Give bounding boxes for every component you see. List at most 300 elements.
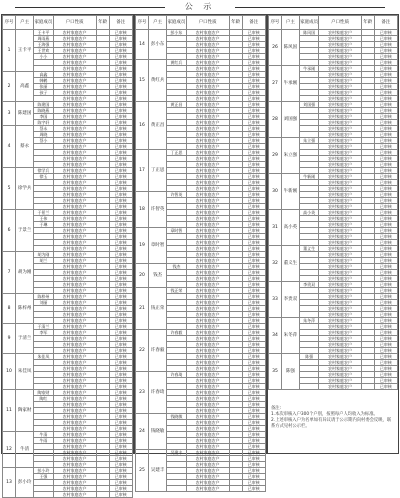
remark-cell: 已审核 [109, 366, 132, 372]
age-cell [96, 492, 109, 498]
remark-cell: 已审核 [109, 336, 132, 342]
household-number: 5 [3, 168, 16, 210]
household-head: 钱杰 [149, 264, 167, 288]
remark-cell: 已审核 [374, 306, 397, 312]
remark-cell: 已审核 [374, 78, 397, 84]
remark-cell: 已审核 [109, 138, 132, 144]
household-registration: 农村家庭农户 [186, 108, 229, 114]
household-registration: 农村家庭农户 [53, 162, 96, 168]
remark-cell: 已审核 [374, 252, 397, 258]
household-registration: 农村家庭农户 [53, 324, 96, 330]
family-member: 钱晓敏 [167, 414, 187, 420]
household-head: 董义生 [281, 246, 299, 282]
household-registration: 农村家庭农户 [186, 48, 229, 54]
remark-cell: 已审核 [242, 378, 265, 384]
household-number: 31 [269, 210, 282, 246]
remark-cell: 已审核 [109, 282, 132, 288]
family-member: 彭小玲 [34, 468, 54, 474]
household-registration: 农村家庭农户 [53, 462, 96, 468]
family-member: 蔡永 [34, 126, 54, 132]
remark-cell: 已审核 [109, 384, 132, 390]
remark-cell: 已审核 [242, 192, 265, 198]
household-registration: 农村家庭农户 [53, 378, 96, 384]
remark-cell: 已审核 [242, 102, 265, 108]
household-registration: 农村家庭农户 [186, 192, 229, 198]
remark-cell: 已审核 [109, 102, 132, 108]
household-registration: 农村家庭农户 [319, 336, 362, 342]
household-registration: 农村家庭农户 [319, 264, 362, 270]
household-registration: 农村家庭农户 [319, 378, 362, 384]
family-member [34, 492, 54, 498]
household-registration: 农村家庭农户 [319, 228, 362, 234]
household-registration: 农村家庭农户 [53, 132, 96, 138]
household-registration: 农村家庭农户 [319, 36, 362, 42]
remark-cell: 已审核 [242, 414, 265, 420]
family-member: 王卡平 [34, 30, 54, 36]
remark-cell: 已审核 [374, 246, 397, 252]
remark-cell: 已审核 [242, 402, 265, 408]
household-registration: 农村家庭农户 [186, 300, 229, 306]
remark-cell: 已审核 [109, 240, 132, 246]
remark-cell: 已审核 [374, 150, 397, 156]
household-registration: 农村家庭农户 [319, 126, 362, 132]
remark-cell: 已审核 [242, 114, 265, 120]
remark-cell: 已审核 [109, 270, 132, 276]
family-member: 牛清 [34, 432, 54, 438]
household-registration: 农村家庭农户 [53, 306, 96, 312]
remark-cell: 已审核 [242, 324, 265, 330]
household-registration: 农村家庭农户 [53, 456, 96, 462]
remark-cell: 已审核 [242, 282, 265, 288]
remark-cell: 已审核 [109, 168, 132, 174]
age-cell [361, 384, 374, 390]
household-registration: 农村家庭农户 [186, 36, 229, 42]
remark-cell: 已审核 [242, 360, 265, 366]
household-registration: 农村家庭农户 [186, 330, 229, 336]
remark-cell: 已审核 [374, 204, 397, 210]
household-head: 牛新刚 [281, 174, 299, 210]
remark-cell: 已审核 [242, 174, 265, 180]
household-registration: 农村家庭农户 [186, 246, 229, 252]
household-registration: 农村家庭农户 [186, 396, 229, 402]
household-registration: 农村家庭农户 [186, 270, 229, 276]
household-head: 李贵双 [281, 282, 299, 318]
household-number: 6 [3, 210, 16, 252]
household-registration: 农村家庭农户 [319, 120, 362, 126]
household-registration: 农村家庭农户 [53, 312, 96, 318]
family-member: 王伟 [34, 216, 54, 222]
remark-cell: 已审核 [374, 162, 397, 168]
column-header: 户主 [16, 16, 34, 30]
remark-cell: 已审核 [374, 90, 397, 96]
household-registration: 农村家庭农户 [53, 300, 96, 306]
household-registration: 农村家庭农户 [319, 78, 362, 84]
column-header: 户口性质 [53, 16, 96, 30]
household-registration: 农村家庭农户 [186, 252, 229, 258]
remark-cell: 已审核 [242, 246, 265, 252]
household-registration: 农村家庭农户 [186, 282, 229, 288]
family-member: 高小英 [299, 210, 318, 216]
remark-cell: 已审核 [374, 336, 397, 342]
family-member: 许春琦 [167, 372, 187, 378]
household-registration: 农村家庭农户 [319, 234, 362, 240]
family-member: 胡为刚 [34, 252, 54, 258]
remark-cell: 已审核 [109, 186, 132, 192]
remark-cell: 已审核 [109, 444, 132, 450]
household-registration: 农村家庭农户 [319, 252, 362, 258]
age-cell [229, 486, 242, 492]
remark-cell: 已审核 [242, 408, 265, 414]
family-member: 黄正昌 [167, 102, 187, 108]
household-head: 徐学兵 [16, 168, 34, 210]
household-registration: 农村家庭农户 [186, 102, 229, 108]
household-registration: 农村家庭农户 [53, 474, 96, 480]
household-registration: 农村家庭农户 [319, 372, 362, 378]
household-number: 27 [269, 66, 282, 102]
remark-cell: 已审核 [242, 198, 265, 204]
household-registration: 农村家庭农户 [53, 366, 96, 372]
household-head: 许春琦 [149, 372, 167, 414]
family-member: 陈宇轩 [34, 120, 54, 126]
household-registration: 农村家庭农户 [53, 234, 96, 240]
household-registration: 农村家庭农户 [186, 414, 229, 420]
household-number: 19 [136, 228, 149, 264]
family-member: 于清兰 [34, 324, 54, 330]
remark-cell: 已审核 [374, 198, 397, 204]
household-registration: 农村家庭农户 [53, 126, 96, 132]
household-registration: 农村家庭农户 [319, 318, 362, 324]
remark-cell: 已审核 [374, 288, 397, 294]
household-registration: 农村家庭农户 [319, 66, 362, 72]
remark-cell: 已审核 [374, 180, 397, 186]
household-number: 11 [3, 390, 16, 432]
household-registration: 农村家庭农户 [319, 72, 362, 78]
household-registration: 农村家庭农户 [186, 336, 229, 342]
household-registration: 农村家庭农户 [53, 30, 96, 36]
household-registration: 农村家庭农户 [186, 174, 229, 180]
family-member: 朱冬萍 [299, 318, 318, 324]
household-registration: 农村家庭农户 [186, 408, 229, 414]
remark-cell: 已审核 [242, 300, 265, 306]
remark-cell: 已审核 [109, 468, 132, 474]
household-number: 1 [3, 30, 16, 72]
column-header: 家庭成员 [167, 16, 187, 30]
household-registration: 农村家庭农户 [186, 240, 229, 246]
roster-panel-3 [267, 14, 399, 454]
remark-cell: 已审核 [109, 462, 132, 468]
household-registration: 农村家庭农户 [53, 264, 96, 270]
family-member: 陶红 [34, 396, 54, 402]
column-header: 备注 [242, 16, 265, 30]
column-header: 年龄 [229, 16, 242, 30]
household-head: 陈建国 [16, 102, 34, 126]
remark-cell: 已审核 [242, 288, 265, 294]
household-registration: 农村家庭农户 [53, 90, 96, 96]
notes-line-2: 2.上述审核入户为名单如有异议请于公示期内向村委会反映，联系方式见村公示栏。 [271, 418, 392, 429]
remark-cell: 已审核 [242, 42, 265, 48]
household-registration: 农村家庭农户 [186, 276, 229, 282]
household-registration: 农村家庭农户 [53, 330, 96, 336]
household-registration: 农村家庭农户 [319, 306, 362, 312]
remark-cell: 已审核 [109, 432, 132, 438]
remark-cell: 已审核 [109, 264, 132, 270]
family-member: 董义生 [299, 246, 318, 252]
remark-cell: 已审核 [242, 270, 265, 276]
household-head: 于清兰 [16, 324, 34, 354]
household-registration: 农村家庭农户 [53, 492, 96, 498]
family-member: 朱立强 [299, 138, 318, 144]
column-header: 年龄 [361, 16, 374, 30]
family-member: 钱杰 [167, 264, 187, 270]
remark-cell: 已审核 [374, 42, 397, 48]
household-registration: 农村家庭农户 [186, 324, 229, 330]
column-header: 年龄 [96, 16, 109, 30]
household-registration: 农村家庭农户 [319, 258, 362, 264]
remark-cell: 已审核 [374, 132, 397, 138]
household-registration: 农村家庭农户 [186, 354, 229, 360]
remark-cell: 已审核 [109, 234, 132, 240]
household-registration: 农村家庭农户 [53, 168, 96, 174]
remark-cell: 已审核 [242, 474, 265, 480]
household-registration: 农村家庭农户 [186, 342, 229, 348]
household-registration: 农村家庭农户 [186, 54, 229, 60]
remark-cell: 已审核 [109, 306, 132, 312]
remark-cell: 已审核 [242, 84, 265, 90]
household-registration: 农村家庭农户 [186, 438, 229, 444]
remark-cell: 已审核 [109, 294, 132, 300]
remark-cell: 已审核 [109, 150, 132, 156]
remark-cell: 已审核 [374, 120, 397, 126]
remark-cell: 已审核 [242, 276, 265, 282]
remark-cell: 已审核 [109, 210, 132, 216]
remark-cell: 已审核 [374, 66, 397, 72]
household-number: 14 [136, 30, 149, 60]
household-head: 钱晓敏 [149, 414, 167, 450]
household-registration: 农村家庭农户 [186, 168, 229, 174]
remark-cell: 已审核 [374, 144, 397, 150]
household-registration: 农村家庭农户 [186, 78, 229, 84]
remark-cell: 已审核 [242, 222, 265, 228]
household-registration: 农村家庭农户 [53, 252, 96, 258]
household-registration: 农村家庭农户 [319, 156, 362, 162]
remark-cell: 已审核 [109, 192, 132, 198]
household-registration: 农村家庭农户 [53, 180, 96, 186]
household-registration: 农村家庭农户 [319, 150, 362, 156]
household-registration: 农村家庭农户 [319, 300, 362, 306]
family-member: 刘丽 [34, 300, 54, 306]
column-header: 序号 [269, 16, 282, 30]
household-registration: 农村家庭农户 [186, 426, 229, 432]
family-member: 胡兰 [34, 258, 54, 264]
remark-cell: 已审核 [374, 354, 397, 360]
household-registration: 农村家庭农户 [186, 162, 229, 168]
page-title: 公 示 [0, 1, 400, 13]
family-member: 彭小东 [167, 30, 187, 36]
household-number: 30 [269, 174, 282, 210]
household-registration: 农村家庭农户 [53, 372, 96, 378]
column-header: 家庭成员 [299, 16, 318, 30]
household-registration: 农村家庭农户 [319, 312, 362, 318]
remark-cell: 已审核 [109, 288, 132, 294]
household-registration: 农村家庭农户 [53, 138, 96, 144]
household-registration: 农村家庭农户 [186, 198, 229, 204]
remark-cell: 已审核 [374, 168, 397, 174]
table-header-row [136, 16, 266, 30]
remark-cell: 已审核 [242, 438, 265, 444]
household-registration: 农村家庭农户 [186, 60, 229, 66]
remark-cell: 已审核 [374, 54, 397, 60]
remark-cell: 已审核 [109, 348, 132, 354]
household-registration: 农村家庭农户 [53, 288, 96, 294]
household-registration: 农村家庭农户 [186, 138, 229, 144]
remark-cell: 已审核 [242, 252, 265, 258]
remark-cell: 已审核 [242, 138, 265, 144]
household-registration: 农村家庭农户 [186, 120, 229, 126]
notes-box [269, 404, 395, 450]
remark-cell: 已审核 [109, 390, 132, 396]
remark-cell: 已审核 [109, 276, 132, 282]
household-registration: 农村家庭农户 [319, 42, 362, 48]
remark-cell: 已审核 [242, 240, 265, 246]
remark-cell: 已审核 [374, 300, 397, 306]
remark-cell: 已审核 [374, 126, 397, 132]
remark-cell: 已审核 [374, 234, 397, 240]
household-registration: 农村家庭农户 [53, 294, 96, 300]
household-head: 彭小玲 [16, 468, 34, 498]
household-registration: 农村家庭农户 [186, 294, 229, 300]
remark-cell: 已审核 [109, 342, 132, 348]
remark-cell: 已审核 [242, 132, 265, 138]
remark-cell: 已审核 [109, 126, 132, 132]
household-registration: 农村家庭农户 [319, 204, 362, 210]
household-registration: 农村家庭农户 [186, 180, 229, 186]
household-head: 丁正思 [149, 150, 167, 192]
remark-cell: 已审核 [374, 318, 397, 324]
household-number: 22 [136, 330, 149, 372]
family-member: 韩鹤 [34, 78, 54, 84]
household-registration: 农村家庭农户 [319, 276, 362, 282]
household-registration: 农村家庭农户 [319, 102, 362, 108]
remark-cell: 已审核 [242, 330, 265, 336]
household-registration: 农村家庭农户 [186, 144, 229, 150]
column-header: 备注 [109, 16, 132, 30]
household-head: 朱佳凤 [16, 354, 34, 390]
family-member: 于琳 [34, 222, 54, 228]
column-header: 户口性质 [186, 16, 229, 30]
household-registration: 农村家庭农户 [186, 318, 229, 324]
family-member: 小小 [34, 54, 54, 60]
household-number: 17 [136, 150, 149, 192]
household-registration: 农村家庭农户 [53, 174, 96, 180]
household-registration: 农村家庭农户 [53, 114, 96, 120]
household-registration: 农村家庭农户 [53, 360, 96, 366]
household-registration: 农村家庭农户 [186, 456, 229, 462]
household-head: 吴建丰 [149, 450, 167, 492]
remark-cell: 已审核 [109, 300, 132, 306]
household-registration: 农村家庭农户 [319, 108, 362, 114]
household-head: 陈强 [281, 354, 299, 390]
roster-table [268, 15, 398, 390]
remark-cell: 已审核 [374, 192, 397, 198]
household-registration: 农村家庭农户 [319, 288, 362, 294]
remark-cell: 已审核 [242, 348, 265, 354]
household-number: 29 [269, 138, 282, 174]
remark-cell: 已审核 [109, 312, 132, 318]
household-registration: 农村家庭农户 [319, 90, 362, 96]
remark-cell: 已审核 [109, 36, 132, 42]
household-registration: 农村家庭农户 [319, 186, 362, 192]
household-number: 16 [136, 102, 149, 150]
remark-cell: 已审核 [374, 276, 397, 282]
household-registration: 农村家庭农户 [186, 390, 229, 396]
remark-cell: 已审核 [374, 360, 397, 366]
household-registration: 农村家庭农户 [53, 144, 96, 150]
notes-line-1: 1.本次审核入户300个户别，按照每户人均收入为标准。 [271, 412, 378, 417]
household-head: 黄红兵 [149, 60, 167, 102]
remark-cell: 已审核 [109, 78, 132, 84]
household-number: 10 [3, 354, 16, 390]
remark-cell: 已审核 [374, 312, 397, 318]
household-head: 朱立强 [281, 138, 299, 174]
remark-cell: 已审核 [374, 378, 397, 384]
household-registration: 农村家庭农户 [186, 348, 229, 354]
household-registration: 农村家庭农户 [53, 480, 96, 486]
household-registration: 农村家庭农户 [53, 216, 96, 222]
remark-cell: 已审核 [109, 252, 132, 258]
family-member: 张丽 [34, 84, 54, 90]
household-number: 13 [3, 468, 16, 498]
family-member: 黄红兵 [167, 60, 187, 66]
household-number: 21 [136, 288, 149, 330]
household-registration: 农村家庭农户 [53, 186, 96, 192]
household-registration: 农村家庭农户 [319, 246, 362, 252]
household-registration: 农村家庭农户 [186, 66, 229, 72]
household-registration: 农村家庭农户 [186, 378, 229, 384]
remark-cell: 已审核 [374, 36, 397, 42]
remark-cell: 已审核 [242, 426, 265, 432]
family-member: 陈建国 [34, 102, 54, 108]
household-registration: 农村家庭农户 [53, 228, 96, 234]
household-registration: 农村家庭农户 [53, 84, 96, 90]
household-registration: 农村家庭农户 [186, 486, 229, 492]
household-registration: 农村家庭农户 [53, 390, 96, 396]
household-registration: 农村家庭农户 [319, 282, 362, 288]
remark-cell: 已审核 [109, 180, 132, 186]
family-member [167, 486, 187, 492]
household-registration: 农村家庭农户 [186, 264, 229, 270]
remark-cell: 已审核 [242, 96, 265, 102]
family-member: 陈强 [299, 354, 318, 360]
household-registration: 农村家庭农户 [186, 126, 229, 132]
household-registration: 农村家庭农户 [53, 408, 96, 414]
remark-cell: 已审核 [242, 168, 265, 174]
household-registration: 农村家庭农户 [319, 96, 362, 102]
remark-cell: 已审核 [109, 48, 132, 54]
household-registration: 农村家庭农户 [186, 96, 229, 102]
remark-cell: 已审核 [109, 54, 132, 60]
household-registration: 农村家庭农户 [319, 84, 362, 90]
household-registration: 农村家庭农户 [53, 486, 96, 492]
household-registration: 农村家庭农户 [53, 426, 96, 432]
family-member: 陈晓燕 [34, 108, 54, 114]
remark-cell: 已审核 [242, 342, 265, 348]
household-registration: 农村家庭农户 [319, 270, 362, 276]
remark-cell: 已审核 [374, 186, 397, 192]
remark-cell: 已审核 [374, 366, 397, 372]
household-number: 12 [3, 432, 16, 468]
household-number: 7 [3, 252, 16, 294]
remark-cell: 已审核 [374, 174, 397, 180]
